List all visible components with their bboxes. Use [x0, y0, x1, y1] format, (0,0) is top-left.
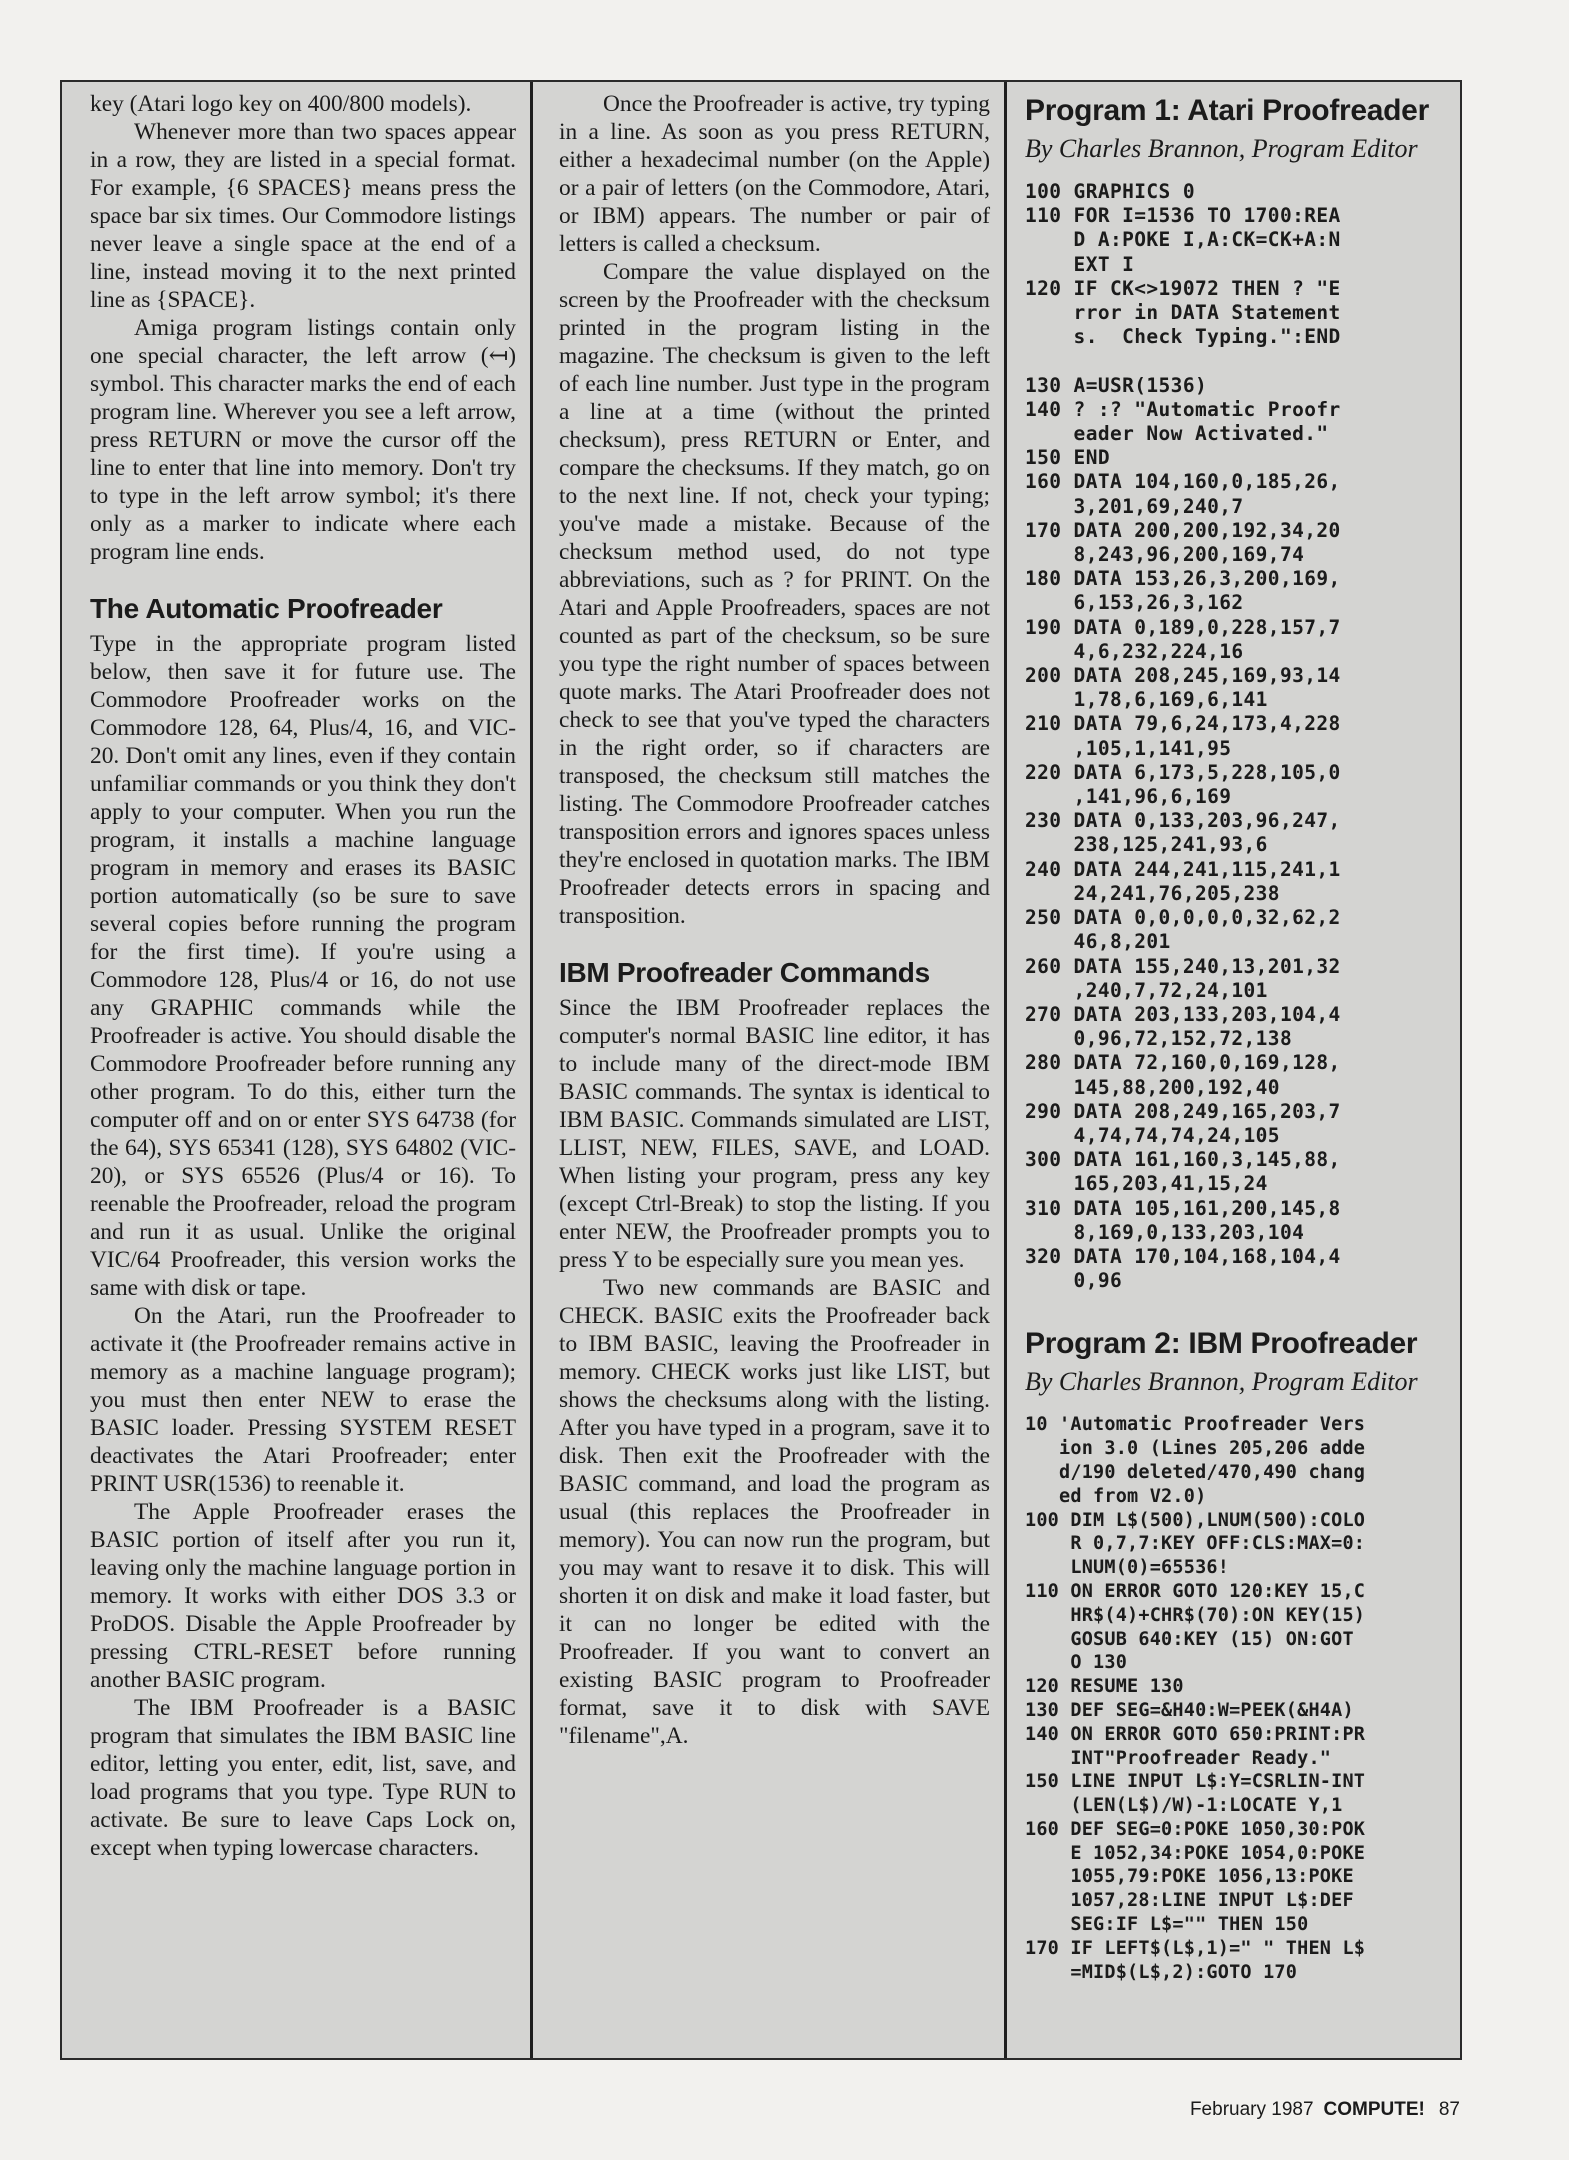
body-paragraph: Once the Proofreader is active, try typing in a line. As soon as you press RETURN, either a hexadecimal number (on the Apple) or a pair of letters (on the Commodore, Atari, or IBM) appears. The number or pair of letters is called a checksum. [559, 91, 990, 257]
body-paragraph: On the Atari, run the Proofreader to activate it (the Proofreader remains active in memory as a machine language program); you must then enter NEW to erase the BASIC loader. Pressing SYSTEM RESET deactivates the Atari Proofreader; enter PRINT USR(1536) to reenable it. [90, 1303, 516, 1497]
body-paragraph: Whenever more than two spaces appear in a row, they are listed in a special format. For example, {6 SPACES} means press the space bar six times. Our Commodore listings never leave a single space at the end of a line, instead moving it to the next printed line as {SPACE}. [90, 119, 516, 313]
body-paragraph: Compare the value displayed on the screen by the Proofreader with the checksum printed in the program listing in the magazine. The checksum is given to the left of each line number. Just type in the program a line at a time (without the printed checksum), press RETURN or Enter, and compare the checksums. If they match, go on to the next line. If not, check your typing; you've made a mistake. Because of the checksum method used, do not type abbreviations, such as ? for PRINT. On the Atari and Apple Proofreaders, spaces are not counted as part of the checksum, so be sure you type the right number of spaces between quote marks. The Atari Proofreader does not check to see that you've typed the characters in the right order, so if characters are transposed, the checksum still matches the listing. The Commodore Proofreader catches transposition errors and ignores spaces unless they're enclosed in quotation marks. The IBM Proofreader detects errors in spacing and transposition. [559, 259, 990, 929]
program1-listing: 100 GRAPHICS 0 110 FOR I=1536 TO 1700:REA D A:POKE I,A:CK=CK+A:N EXT I 120 IF CK<>19072 THEN ? "E rror in DATA Statement s. Check Typing.":END 130 A=USR(1536) 140 ? :? "Automatic Proofr eader Now Activated." 150 END 160 DATA 104,160,0,185,26, 3,201,69,240,7 170 DATA 200,200,192,34,20 8,243,96,200,169,74 180 DATA 153,26,3,200,169, 6,153,26,3,162 190 DATA 0,189,0,228,157,7 4,6,232,224,16 200 DATA 208,245,169,93,14 1,78,6,169,6,141 210 DATA 79,6,24,173,4,228 ,105,1,141,95 220 DATA 6,173,5,228,105,0 ,141,96,6,169 230 DATA 0,133,203,96,247, 238,125,241,93,6 240 DATA 244,241,115,241,1 24,241,76,205,238 250 DATA 0,0,0,0,0,32,62,2 46,8,201 260 DATA 155,240,13,201,32 ,240,7,72,24,101 270 DATA 203,133,203,104,4 0,96,72,152,72,138 280 DATA 72,160,0,169,128, 145,88,200,192,40 290 DATA 208,249,165,203,7 4,74,74,74,24,105 300 DATA 161,160,3,145,88, 165,203,41,15,24 310 DATA 105,161,200,145,8 8,169,0,133,203,104 320 DATA 170,104,168,104,4 0,96 [1025, 180, 1341, 1293]
body-paragraph: Amiga program listings contain only one special character, the left arrow (↤) symbol. This character marks the end of each program line. Wherever you see a left arrow, press RETURN or move the cursor off the line to enter that line into memory. Don't try to type in the left arrow symbol; it's there only as a marker to indicate where each program line ends. [90, 315, 516, 565]
body-paragraph: Two new commands are BASIC and CHECK. BASIC exits the Proofreader back to IBM BASIC, leaving the Proofreader in memory. CHECK works just like LIST, but shows the checksums along with the listing. After you have typed in a program, save it to disk. Then exit the Proofreader with the BASIC command, and load the program as usual (this replaces the Proofreader in memory). You can now run the program, but you may want to resave it to disk. This will shorten it on disk and make it load faster, but it can no longer be edited with the Proofreader. If you want to convert an existing BASIC program to Proofreader format, save it to disk with SAVE "filename",A. [559, 1275, 990, 1749]
magazine-page [60, 80, 1462, 2060]
issue-date: February 1987 [1189, 2099, 1314, 2120]
body-paragraph: key (Atari logo key on 400/800 models). [90, 91, 472, 117]
magazine-name: COMPUTE! [1323, 2099, 1425, 2120]
text-column-1 [62, 82, 533, 2058]
program1-byline: By Charles Brannon, Program Editor [1025, 134, 1418, 163]
program1-title: Program 1: Atari Proofreader [1025, 94, 1429, 127]
body-paragraph: The IBM Proofreader is a BASIC program that simulates the IBM BASIC line editor, letting you enter, edit, list, save, and load programs that you type. Type RUN to activate. Be sure to leave Caps Lock on, except when typing lowercase characters. [90, 1695, 516, 1861]
program2-listing: 10 'Automatic Proofreader Vers ion 3.0 (Lines 205,206 adde d/190 deleted/470,490 chang ed from V2.0) 100 DIM L$(500),LNUM(500):COLO R 0,7,7:KEY OFF:CLS:MAX=0: LNUM(0)=65536! 110 ON ERROR GOTO 120:KEY 15,C HR$(4)+CHR$(70):ON KEY(15) GOSUB 640:KEY (15) ON:GOT O 130 120 RESUME 130 130 DEF SEG=&H40:W=PEEK(&H4A) 140 ON ERROR GOTO 650:PRINT:PR INT"Proofreader Ready." 150 LINE INPUT L$:Y=CSRLIN-INT (LEN(L$)/W)-1:LOCATE Y,1 160 DEF SEG=0:POKE 1050,30:POK E 1052,34:POKE 1054,0:POKE 1055,79:POKE 1056,13:POKE 1057,28:LINE INPUT L$:DEF SEG:IF L$="" THEN 150 170 IF LEFT$(L$,1)=" " THEN L$ =MID$(L$,2):GOTO 170 [1025, 1414, 1366, 1983]
program2-byline: By Charles Brannon, Program Editor [1025, 1367, 1418, 1397]
text-column-2 [533, 82, 1007, 2058]
program2-title: Program 2: IBM Proofreader [1025, 1327, 1418, 1361]
body-paragraph: The Apple Proofreader erases the BASIC portion of itself after you run it, leaving only the machine language portion in memory. It works with either DOS 3.3 or ProDOS. Disable the Apple Proofreader by pressing CTRL-RESET before running another BASIC program. [90, 1499, 516, 1693]
page-number: 87 [1438, 2099, 1460, 2120]
body-paragraph: Type in the appropriate program listed below, then save it for future use. The Commodore Proofreader works on the Commodore 128, 64, Plus/4, 16, and VIC-20. Don't omit any lines, even if they contain unfamiliar commands or you think they don't apply to your computer. When you run the program, it installs a machine language program in memory and erases its BASIC portion automatically (so be sure to save several copies before running the program for the first time). If you're using a Commodore 128, Plus/4 or 16, do not use any GRAPHIC commands while the Proofreader is active. You should disable the Commodore Proofreader before running any other program. To do this, either turn the computer off and on or enter SYS 64738 (for the 64), SYS 65341 (128), SYS 64802 (VIC-20), or SYS 65526 (Plus/4 or 16). To reenable the Proofreader, reload the program and run it as usual. Unlike the original VIC/64 Proofreader, this version works the same with disk or tape. [90, 631, 516, 1301]
listing-column [1007, 82, 1462, 2058]
section-heading: The Automatic Proofreader [90, 593, 443, 624]
section-heading: IBM Proofreader Commands [559, 957, 930, 988]
page-footer [1160, 2099, 1460, 2121]
body-paragraph: Since the IBM Proofreader replaces the computer's normal BASIC line editor, it has to include many of the direct-mode IBM BASIC commands. The syntax is identical to IBM BASIC. Commands simulated are LIST, LLIST, NEW, FILES, SAVE, and LOAD. When listing your program, press any key (except Ctrl-Break) to stop the listing. If you enter NEW, the Proofreader prompts you to press Y to be especially sure you mean yes. [559, 995, 990, 1273]
